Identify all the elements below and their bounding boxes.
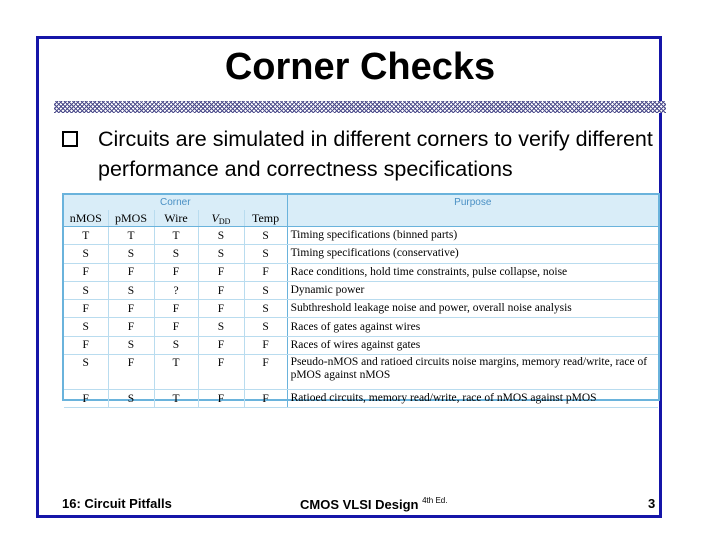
- table-row: [64, 227, 658, 245]
- purpose-cell: Subthreshold leakage noise and power, overall noise analysis: [287, 300, 658, 318]
- table-cell: S: [64, 318, 108, 336]
- purpose-cell: Race conditions, hold time constraints, pulse collapse, noise: [287, 263, 658, 281]
- table-cell: S: [244, 318, 287, 336]
- footer-page-number: 3: [648, 496, 656, 511]
- table-cell: S: [64, 281, 108, 299]
- column-header-purpose: [287, 210, 658, 227]
- purpose-cell: Races of gates against wires: [287, 318, 658, 336]
- table-cell: T: [154, 227, 198, 245]
- table-cell: F: [108, 318, 154, 336]
- table-cell: F: [198, 390, 244, 408]
- purpose-cell: Dynamic power: [287, 281, 658, 299]
- column-header-temp: Temp: [244, 210, 287, 227]
- table-cell: S: [64, 355, 108, 390]
- column-header-vdd: $V_{DD}$: [198, 210, 244, 227]
- purpose-cell: Pseudo-nMOS and ratioed circuits noise margins, memory read/write, race of pMOS against nMOS: [287, 355, 658, 390]
- checkbox-bullet-icon: [62, 131, 78, 147]
- table-cell: F: [198, 263, 244, 281]
- table-cell: F: [108, 355, 154, 390]
- table-cell: F: [64, 390, 108, 408]
- table-cell: F: [198, 300, 244, 318]
- purpose-cell: Ratioed circuits, memory read/write, race of nMOS against pMOS: [287, 390, 658, 408]
- table-cell: F: [64, 263, 108, 281]
- table-row: [64, 300, 658, 318]
- footer-lecture-title: 16: Circuit Pitfalls: [62, 496, 172, 511]
- table-cell: S: [244, 300, 287, 318]
- purpose-group-header: Purpose: [287, 195, 658, 210]
- table-cell: T: [108, 227, 154, 245]
- table-row: [64, 390, 658, 408]
- table-cell: F: [244, 390, 287, 408]
- table-cell: F: [244, 355, 287, 390]
- table-row: [64, 245, 658, 263]
- table-cell: ?: [154, 281, 198, 299]
- table-cell: S: [108, 281, 154, 299]
- table-cell: S: [198, 227, 244, 245]
- purpose-cell: Timing specifications (binned parts): [287, 227, 658, 245]
- table-row: [64, 318, 658, 336]
- table-cell: F: [244, 336, 287, 354]
- table-cell: S: [244, 281, 287, 299]
- corner-table: [62, 193, 660, 405]
- table-cell: F: [154, 318, 198, 336]
- table-cell: S: [244, 227, 287, 245]
- table-cell: F: [64, 300, 108, 318]
- table-cell: F: [198, 355, 244, 390]
- table-cell: F: [108, 263, 154, 281]
- table-cell: S: [108, 390, 154, 408]
- table-cell: S: [154, 245, 198, 263]
- table-cell: T: [64, 227, 108, 245]
- slide-title: Corner Checks: [224, 46, 496, 88]
- bullet-text: Circuits are simulated in different corners to verify different performance and correctness specifications: [98, 127, 653, 181]
- table-cell: F: [198, 281, 244, 299]
- table-cell: S: [244, 245, 287, 263]
- table-cell: F: [198, 336, 244, 354]
- table-cell: S: [198, 245, 244, 263]
- table-cell: S: [108, 336, 154, 354]
- table-cell: T: [154, 390, 198, 408]
- table-cell: F: [154, 300, 198, 318]
- table-cell: S: [108, 245, 154, 263]
- purpose-cell: Races of wires against gates: [287, 336, 658, 354]
- column-header-wire: Wire: [154, 210, 198, 227]
- table-cell: S: [64, 245, 108, 263]
- table-row: [64, 263, 658, 281]
- table-cell: T: [154, 355, 198, 390]
- column-header-nmos: nMOS: [64, 210, 108, 227]
- corner-group-header: Corner: [64, 195, 287, 210]
- table-row: [64, 336, 658, 354]
- footer-book-title: CMOS VLSI Design $^{4th Ed.}$: [300, 496, 448, 512]
- table-row: [64, 355, 658, 390]
- table-cell: S: [154, 336, 198, 354]
- table-cell: S: [198, 318, 244, 336]
- title-divider: [54, 101, 666, 113]
- purpose-cell: Timing specifications (conservative): [287, 245, 658, 263]
- table-cell: F: [244, 263, 287, 281]
- table-cell: F: [64, 336, 108, 354]
- column-header-pmos: pMOS: [108, 210, 154, 227]
- table-cell: F: [108, 300, 154, 318]
- table-cell: F: [154, 263, 198, 281]
- table-row: [64, 281, 658, 299]
